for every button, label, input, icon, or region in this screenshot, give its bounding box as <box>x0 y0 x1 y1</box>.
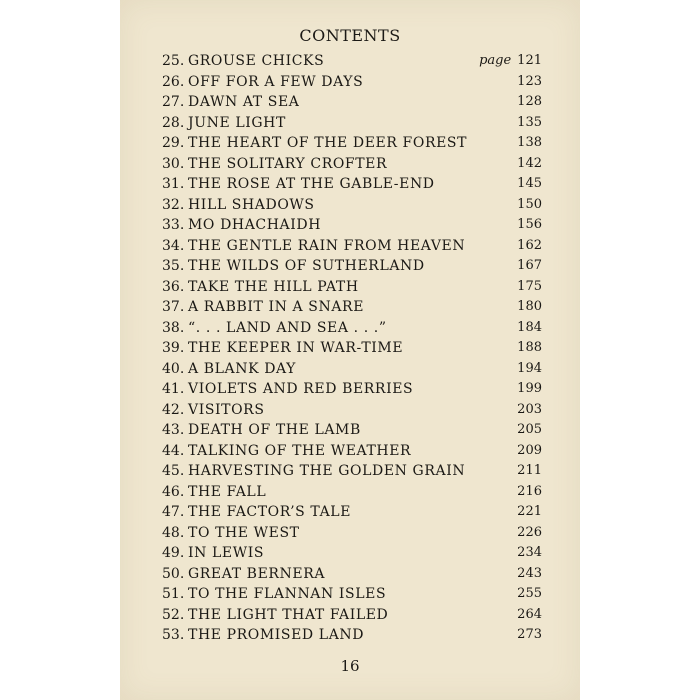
chapter-page <box>517 564 542 585</box>
toc-entry <box>162 482 542 503</box>
toc-entry <box>162 502 542 523</box>
toc-entry <box>162 154 542 175</box>
page-value: 135 <box>517 114 542 130</box>
page-value: 128 <box>517 94 542 109</box>
chapter-page <box>517 215 542 236</box>
chapter-page <box>517 400 542 421</box>
chapter-number: 33. <box>162 217 185 233</box>
toc-entry <box>162 72 542 93</box>
chapter-number: 46. <box>162 483 185 500</box>
chapter-number: 27. <box>162 94 185 110</box>
chapter-title: THE PROMISED LAND <box>188 627 365 643</box>
page-value: 205 <box>517 422 542 437</box>
toc-entry <box>162 133 542 154</box>
toc-entry <box>162 113 542 134</box>
chapter-title: DAWN AT SEA <box>188 94 300 110</box>
chapter-number: 43. <box>162 422 185 438</box>
chapter-number: 51. <box>162 586 185 602</box>
page-value: 175 <box>517 278 542 294</box>
chapter-page <box>517 154 542 175</box>
chapter-number: 32. <box>162 196 185 213</box>
page-value: 167 <box>517 258 542 273</box>
chapter-page <box>517 174 542 195</box>
toc-entry <box>162 359 542 380</box>
chapter-number: 25. <box>162 53 185 69</box>
toc-entry <box>162 379 542 400</box>
chapter-number: 28. <box>162 114 185 131</box>
toc-entry <box>162 195 542 216</box>
chapter-number: 36. <box>162 278 185 295</box>
toc-entry <box>162 236 542 257</box>
chapter-title: THE FALL <box>188 483 267 500</box>
page-value: 243 <box>517 565 542 581</box>
page-value: 194 <box>517 360 542 376</box>
chapter-title: THE HEART OF THE DEER FOREST <box>188 135 468 151</box>
page-value: 138 <box>517 135 542 150</box>
toc-entry <box>162 318 542 339</box>
chapter-title: MO DHACHAIDH <box>188 217 322 233</box>
chapter-page <box>517 605 542 626</box>
chapter-page <box>517 523 542 544</box>
chapter-number: 35. <box>162 258 185 274</box>
chapter-number: 37. <box>162 299 185 315</box>
chapter-number: 44. <box>162 442 185 459</box>
chapter-page <box>517 502 542 523</box>
chapter-number: 29. <box>162 135 185 151</box>
chapter-page <box>517 482 542 503</box>
chapter-page <box>517 461 542 482</box>
toc-entry <box>162 92 542 113</box>
chapter-page <box>517 277 542 298</box>
chapter-title: THE ROSE AT THE GABLE-END <box>188 176 435 192</box>
chapter-title: TO THE FLANNAN ISLES <box>188 586 387 602</box>
chapter-page <box>517 543 542 564</box>
toc-entry <box>162 543 542 564</box>
chapter-number: 50. <box>162 565 185 582</box>
chapter-number: 45. <box>162 463 185 479</box>
page-value: 203 <box>517 401 542 417</box>
chapter-number: 30. <box>162 155 185 172</box>
toc-entry <box>162 564 542 585</box>
toc-entry <box>162 338 542 359</box>
chapter-title: THE WILDS OF SUTHERLAND <box>188 258 425 274</box>
chapter-title: GREAT BERNERA <box>188 565 326 582</box>
chapter-page <box>517 420 542 441</box>
page-value: 121 <box>517 53 542 68</box>
toc-entry <box>162 584 542 605</box>
chapter-page <box>517 441 542 462</box>
chapter-title: VIOLETS AND RED BERRIES <box>188 381 414 397</box>
chapter-number: 40. <box>162 360 185 377</box>
page-number: 16 <box>340 657 360 675</box>
chapter-title: THE FACTOR’S TALE <box>188 504 352 520</box>
chapter-title: VISITORS <box>188 401 265 418</box>
chapter-number: 52. <box>162 606 185 623</box>
chapter-title: HILL SHADOWS <box>188 196 315 213</box>
page-value: 216 <box>517 483 542 499</box>
page-value: 156 <box>517 217 542 232</box>
chapter-title: THE SOLITARY CROFTER <box>188 155 388 172</box>
chapter-number: 47. <box>162 504 185 520</box>
chapter-page <box>517 379 542 400</box>
chapter-page <box>517 92 542 113</box>
chapter-page <box>517 584 542 605</box>
chapter-title: IN LEWIS <box>188 545 265 561</box>
chapter-title: A RABBIT IN A SNARE <box>188 299 365 315</box>
chapter-number: 53. <box>162 627 185 643</box>
toc-entry <box>162 441 542 462</box>
chapter-number: 38. <box>162 319 185 336</box>
chapter-title: JUNE LIGHT <box>188 114 286 131</box>
toc-entry <box>162 297 542 318</box>
toc-entry <box>162 256 542 277</box>
toc-entry <box>162 174 542 195</box>
page-title: CONTENTS <box>299 26 401 45</box>
chapter-number: 49. <box>162 545 185 561</box>
page-value: 209 <box>517 442 542 458</box>
page-value: 273 <box>517 627 542 642</box>
chapter-page <box>517 133 542 154</box>
page-value: 264 <box>517 606 542 622</box>
toc-entry <box>162 400 542 421</box>
chapter-title: GROUSE CHICKS <box>188 53 325 69</box>
chapter-page <box>517 236 542 257</box>
chapter-number: 48. <box>162 524 185 541</box>
toc-entry <box>162 523 542 544</box>
chapter-title: THE LIGHT THAT FAILED <box>188 606 389 623</box>
page-value: 211 <box>517 463 542 478</box>
chapter-title: THE KEEPER IN WAR-TIME <box>188 340 404 356</box>
chapter-page <box>517 318 542 339</box>
chapter-page <box>517 625 542 646</box>
chapter-title: HARVESTING THE GOLDEN GRAIN <box>188 463 466 479</box>
toc-entry <box>162 605 542 626</box>
toc-entry <box>162 625 542 646</box>
chapter-page <box>517 256 542 277</box>
page-value: 255 <box>517 586 542 601</box>
toc-entry <box>162 420 542 441</box>
page-value: 226 <box>517 524 542 540</box>
page-value: 234 <box>517 545 542 560</box>
page-value: 145 <box>517 176 542 191</box>
page-value: 180 <box>517 299 542 314</box>
chapter-page <box>479 51 542 72</box>
chapter-title: A BLANK DAY <box>188 360 297 377</box>
chapter-page <box>517 72 542 93</box>
book-page <box>120 0 580 700</box>
toc-entry <box>162 461 542 482</box>
page-value: 199 <box>517 381 542 396</box>
chapter-page <box>517 338 542 359</box>
toc-entry <box>162 277 542 298</box>
chapter-page <box>517 359 542 380</box>
chapter-number: 41. <box>162 381 185 397</box>
toc-entry <box>162 215 542 236</box>
chapter-title: OFF FOR A FEW DAYS <box>188 73 364 90</box>
page-value: 221 <box>517 504 542 519</box>
chapter-title: TO THE WEST <box>188 524 300 541</box>
page-label: page <box>479 53 512 68</box>
chapter-page <box>517 195 542 216</box>
page-value: 188 <box>517 340 542 355</box>
chapter-title: THE GENTLE RAIN FROM HEAVEN <box>188 237 466 254</box>
page-value: 123 <box>517 73 542 89</box>
page-value: 184 <box>517 319 542 335</box>
page-value: 150 <box>517 196 542 212</box>
chapter-page <box>517 297 542 318</box>
chapter-number: 34. <box>162 237 185 254</box>
toc-entry <box>162 51 542 72</box>
chapter-number: 42. <box>162 401 185 418</box>
page-value: 162 <box>517 237 542 253</box>
chapter-number: 26. <box>162 73 185 90</box>
chapter-page <box>517 113 542 134</box>
page-value: 142 <box>517 155 542 171</box>
chapter-title: TALKING OF THE WEATHER <box>188 442 412 459</box>
chapter-number: 39. <box>162 340 185 356</box>
contents-list <box>162 51 542 646</box>
chapter-title: DEATH OF THE LAMB <box>188 422 361 438</box>
chapter-number: 31. <box>162 176 185 192</box>
chapter-title: “. . . LAND AND SEA . . .” <box>188 319 387 336</box>
chapter-title: TAKE THE HILL PATH <box>188 278 359 295</box>
